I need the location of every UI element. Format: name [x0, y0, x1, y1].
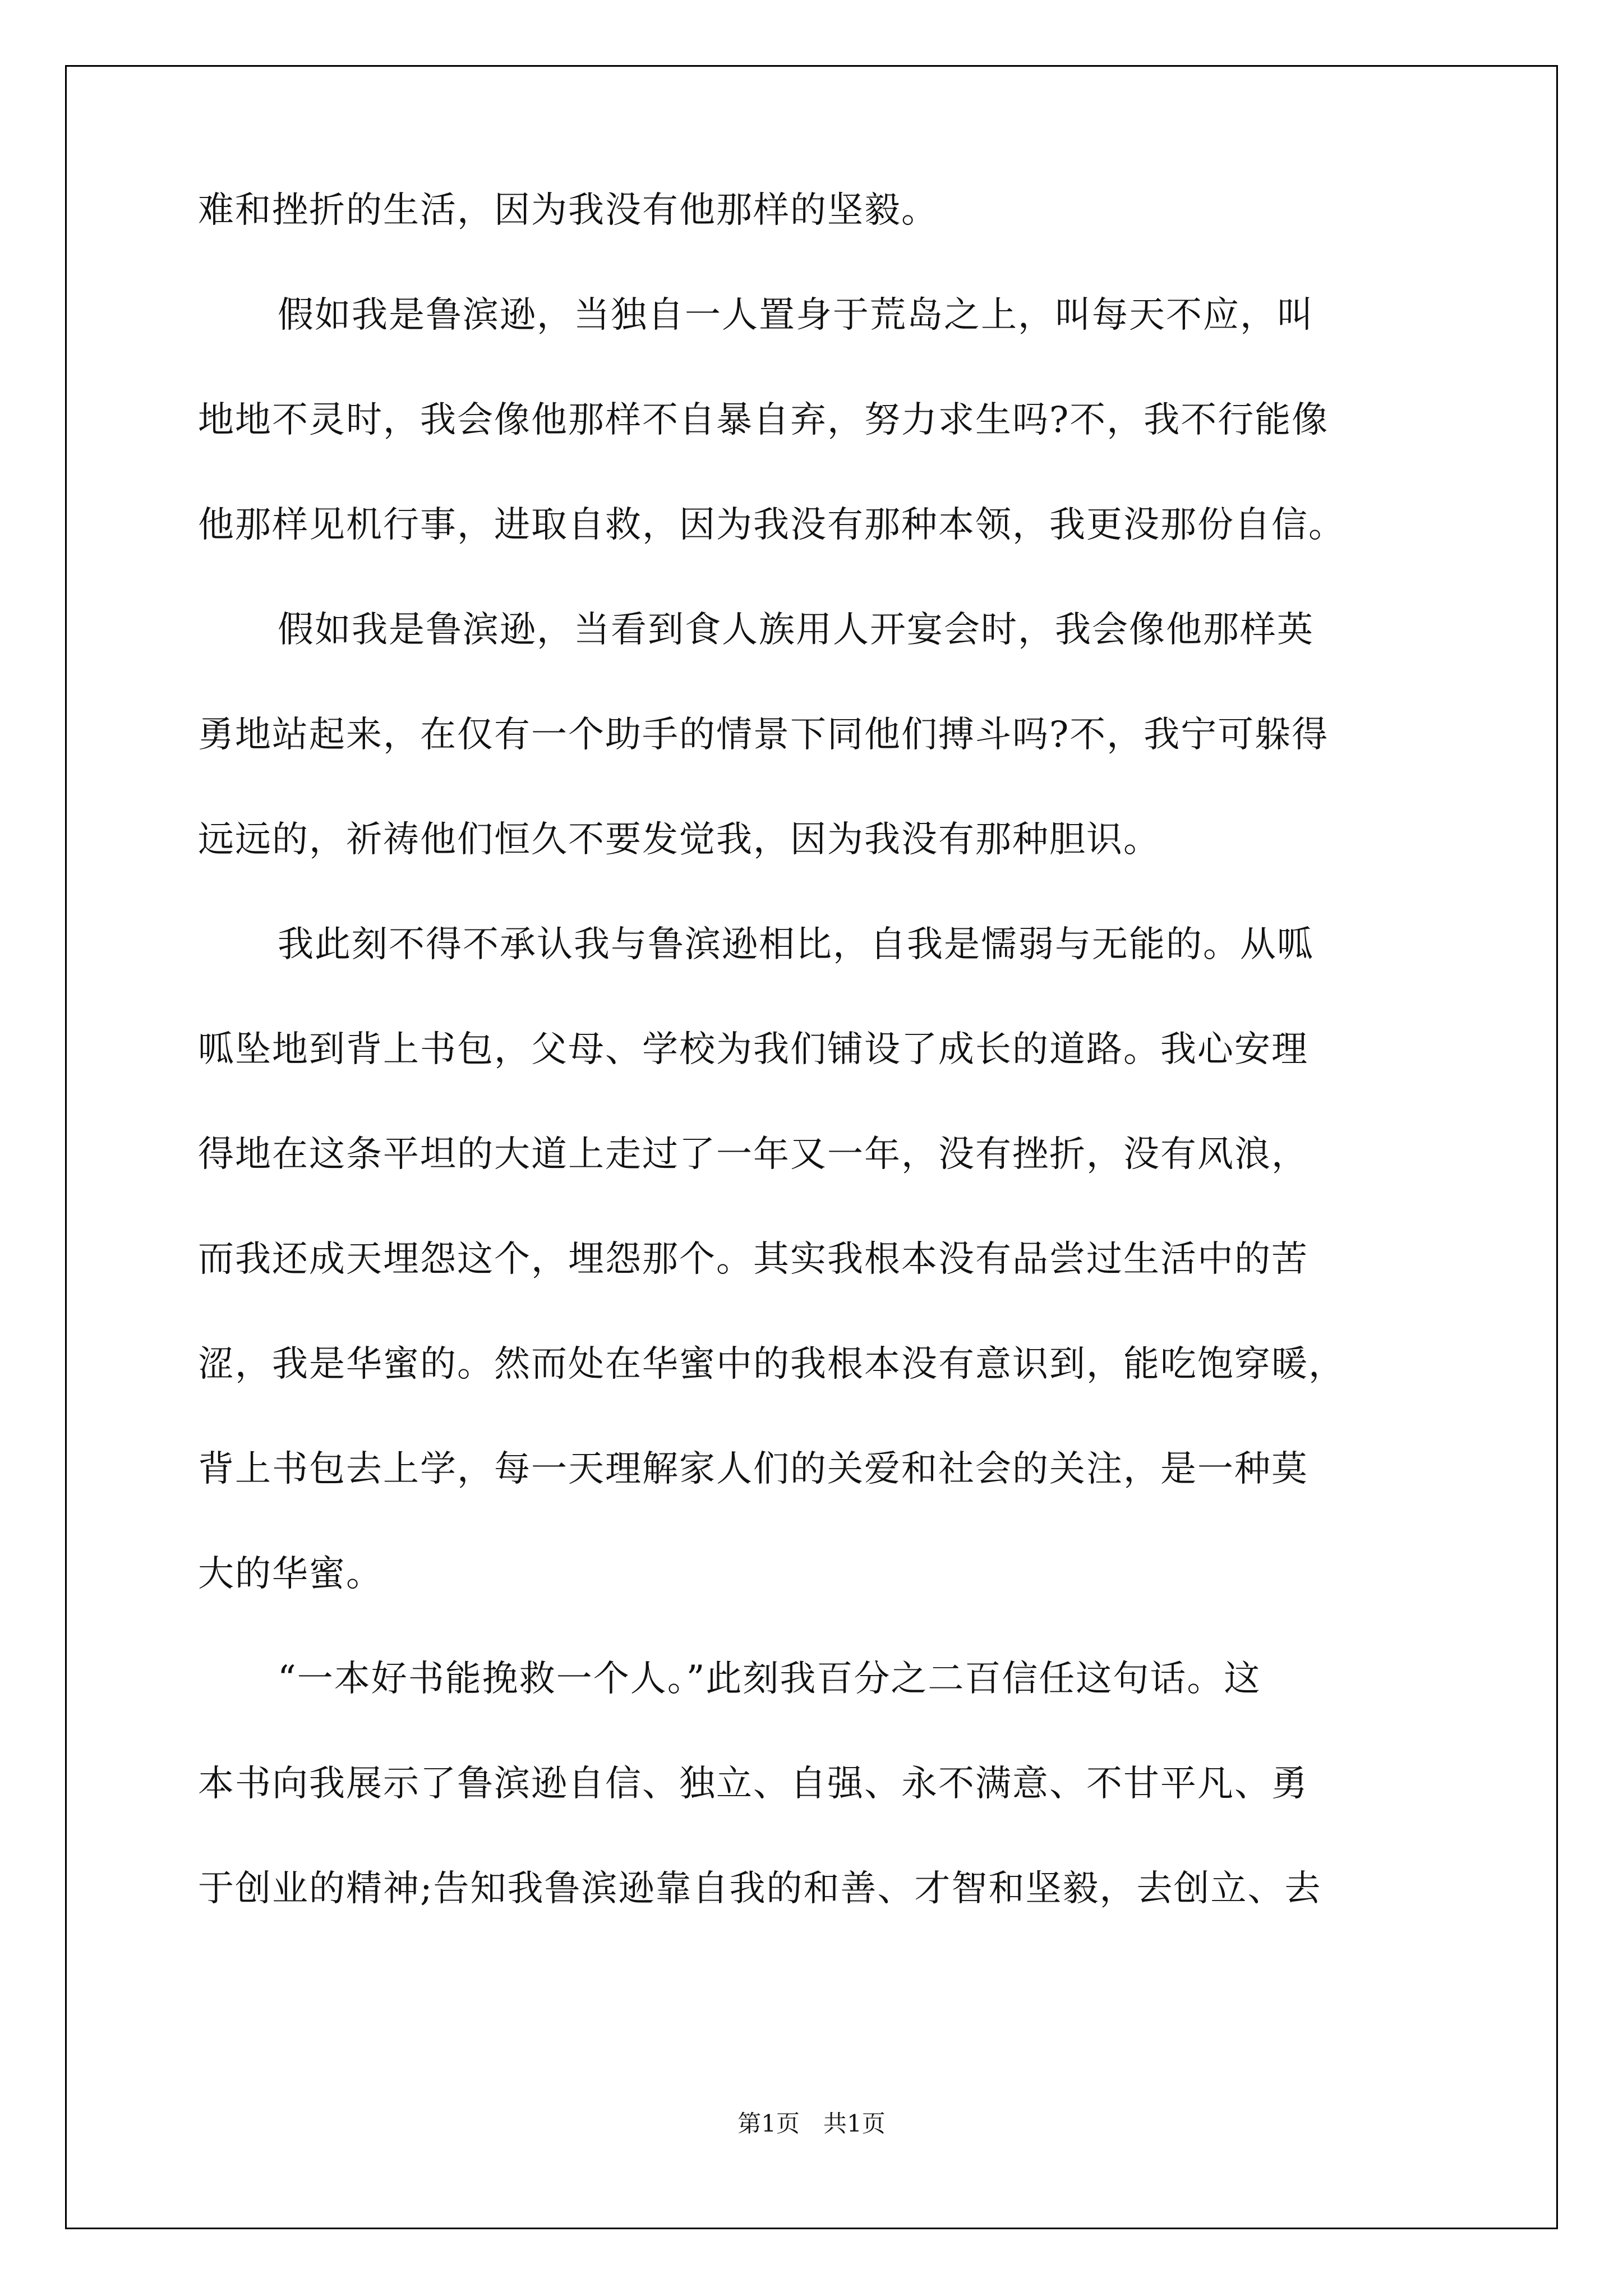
text-line: 本书向我展示了鲁滨逊自信、独立、自强、永不满意、不甘平凡、勇 — [198, 1763, 1308, 1805]
text-line: 大的华蜜。 — [198, 1553, 383, 1595]
text-line: 地地不灵时，我会像他那样不自暴自弃，努力求生吗?不，我不行能像 — [198, 399, 1329, 441]
text-line: 于创业的精神;告知我鲁滨逊靠自我的和善、才智和坚毅，去创立、去 — [198, 1868, 1322, 1910]
text-line: 而我还成天埋怨这个，埋怨那个。其实我根本没有品尝过生活中的苦 — [198, 1239, 1308, 1280]
text-line: 远远的，祈祷他们恒久不要发觉我，因为我没有那种胆识。 — [198, 819, 1160, 861]
text-line: 背上书包去上学，每一天理解家人们的关爱和社会的关注，是一种莫 — [198, 1448, 1308, 1490]
text-line: 勇地站起来，在仅有一个助手的情景下同他们搏斗吗?不，我宁可躲得 — [198, 714, 1329, 756]
text-line: 呱坠地到背上书包，父母、学校为我们铺设了成长的道路。我心安理 — [198, 1029, 1308, 1070]
paragraph-start: 我此刻不得不承认我与鲁滨逊相比，自我是懦弱与无能的。从呱 — [278, 924, 1314, 965]
text-line: 得地在这条平坦的大道上走过了一年又一年，没有挫折，没有风浪， — [198, 1134, 1308, 1175]
text-line: 涩，我是华蜜的。然而处在华蜜中的我根本没有意识到，能吃饱穿暖， — [198, 1343, 1345, 1385]
text-line: 他那样见机行事，进取自救，因为我没有那种本领，我更没那份自信。 — [198, 504, 1345, 546]
paragraph-start: “一本好书能挽救一个人。”此刻我百分之二百信任这句话。这 — [278, 1658, 1261, 1700]
paragraph-start: 假如我是鲁滨逊，当独自一人置身于荒岛之上，叫每天不应，叫 — [278, 295, 1314, 336]
paragraph-start: 假如我是鲁滨逊，当看到食人族用人开宴会时，我会像他那样英 — [278, 609, 1314, 651]
text-line: 难和挫折的生活，因为我没有他那样的坚毅。 — [198, 190, 938, 231]
page-number-footer: 第1页 共1页 — [737, 2110, 886, 2137]
